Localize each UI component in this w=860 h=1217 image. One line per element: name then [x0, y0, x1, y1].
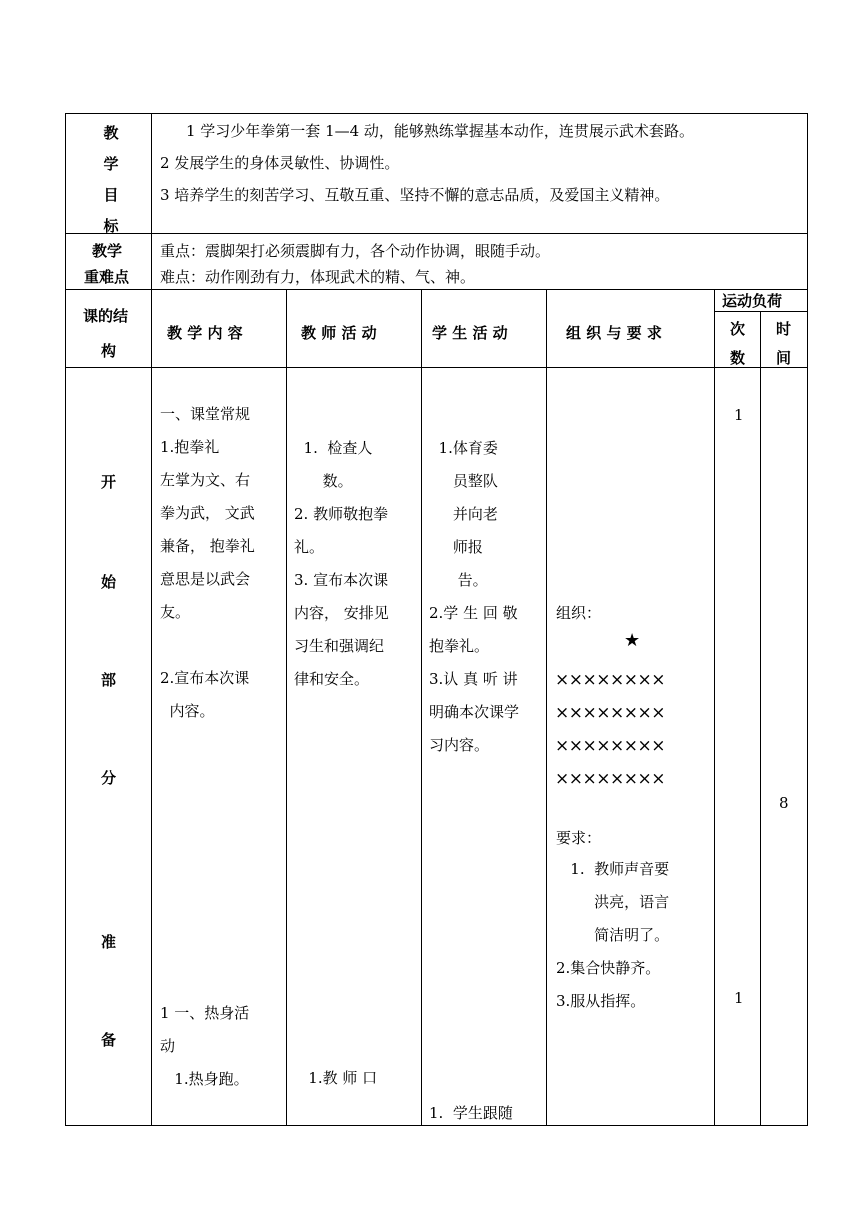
content-line: 意思是以武会	[160, 570, 251, 588]
content-line: 一、课堂常规	[160, 405, 251, 423]
org-label: 组织：	[556, 604, 602, 622]
key-points-label-1: 教学	[92, 242, 123, 260]
content-line: 拳为武， 文武	[160, 504, 255, 522]
key-point-focus: 重点：震脚架打必须震脚有力，各个动作协调，眼随手动。	[160, 242, 551, 260]
teacher-line: 律和安全。	[294, 670, 370, 688]
objective-item-2: 2 发展学生的身体灵敏性、协调性。	[160, 154, 400, 172]
content-line	[160, 629, 255, 662]
content-line: 动	[160, 1037, 176, 1055]
req-line: 洪亮，语言	[556, 893, 670, 911]
section-label-char: 部	[101, 671, 117, 689]
teacher-line: 礼。	[294, 538, 325, 556]
student-block-2	[429, 1097, 513, 1130]
objectives-label-char: 标	[103, 217, 119, 235]
content-block-2	[160, 997, 249, 1096]
content-line: 1 一、热身活	[160, 1004, 250, 1022]
req-line: 1. 教师声音要	[556, 860, 670, 878]
req-line: 3.服从指挥。	[556, 992, 646, 1010]
key-point-difficulty: 难点：动作刚劲有力，体现武术的精、气、神。	[160, 268, 476, 286]
student-line: 师报	[429, 538, 483, 556]
content-line: 1.热身跑。	[160, 1070, 249, 1088]
section-label-char: 备	[101, 1031, 117, 1049]
formation-row: ××××××××	[555, 670, 665, 690]
objectives-label-char: 学	[103, 155, 119, 173]
header-times-2: 数	[730, 349, 746, 367]
teacher-line: 1. 检查人	[294, 439, 373, 457]
teacher-line: 习生和强调纪	[294, 637, 385, 655]
student-line: 1. 学生跟随	[429, 1104, 513, 1122]
section-label-char: 分	[101, 769, 117, 787]
header-structure-1: 课的结	[83, 307, 129, 325]
section-label-char: 准	[101, 933, 117, 951]
student-line: 告。	[429, 571, 488, 589]
header-time-2: 间	[776, 349, 792, 367]
formation-row: ××××××××	[555, 703, 665, 723]
header-time-1: 时	[776, 320, 792, 338]
student-line: 1.体育委	[429, 439, 498, 457]
header-structure-2: 构	[101, 342, 117, 360]
formation-row: ××××××××	[555, 769, 665, 789]
content-line: 1.抱拳礼	[160, 438, 220, 456]
times-value-bottom: 1	[734, 989, 744, 1007]
content-line: 2.宣布本次课	[160, 669, 250, 687]
student-line: 并向老	[429, 505, 498, 523]
objectives-label-char: 教	[103, 124, 119, 142]
header-student: 学 生 活 动	[432, 324, 508, 342]
student-line: 2.学 生 回 敬	[429, 604, 518, 622]
req-block	[556, 853, 669, 1018]
student-line: 3.认 真 听 讲	[429, 670, 518, 688]
objectives-label	[101, 118, 121, 242]
student-block	[429, 432, 519, 762]
formation-row: ××××××××	[555, 736, 665, 756]
section-label-char: 开	[101, 473, 117, 491]
teacher-line: 2. 教师敬抱拳	[294, 505, 389, 523]
teacher-block	[294, 432, 389, 696]
header-content: 教 学 内 容	[167, 324, 243, 342]
teacher-line: 3. 宣布本次课	[294, 571, 389, 589]
student-line: 抱拳礼。	[429, 637, 490, 655]
header-times-1: 次	[730, 320, 746, 338]
objective-item-1: 1 学习少年拳第一套 1—4 动，能够熟练掌握基本动作，连贯展示武术套路。	[186, 122, 694, 140]
student-line: 习内容。	[429, 736, 490, 754]
teacher-line: 内容， 安排见	[294, 604, 389, 622]
req-line: 2.集合快静齐。	[556, 959, 661, 977]
formation	[555, 664, 665, 796]
content-line: 友。	[160, 603, 191, 621]
content-line: 兼备， 抱拳礼	[160, 537, 255, 555]
header-organization: 组 织 与 要 求	[566, 324, 662, 342]
section-label-char: 始	[101, 573, 117, 591]
content-line: 左掌为文、右	[160, 471, 251, 489]
teacher-line: 1.教 师 口	[294, 1069, 378, 1087]
header-teacher: 教 师 活 动	[301, 324, 377, 342]
teacher-block-2	[294, 1062, 377, 1095]
time-value: 8	[779, 794, 789, 812]
header-load: 运动负荷	[722, 292, 783, 310]
teacher-line: 数。	[294, 472, 353, 490]
student-line: 明确本次课学	[429, 703, 520, 721]
req-label: 要求：	[556, 829, 602, 847]
objectives-label-char: 目	[103, 186, 119, 204]
student-line: 员整队	[429, 472, 498, 490]
star-icon: ★	[624, 630, 641, 651]
content-line: 内容。	[160, 702, 215, 720]
req-line: 简洁明了。	[556, 926, 670, 944]
objective-item-3: 3 培养学生的刻苦学习、互敬互重、坚持不懈的意志品质，及爱国主义精神。	[160, 186, 670, 204]
content-block	[160, 398, 255, 728]
key-points-label-2: 重难点	[84, 268, 130, 286]
times-value-top: 1	[734, 406, 744, 424]
